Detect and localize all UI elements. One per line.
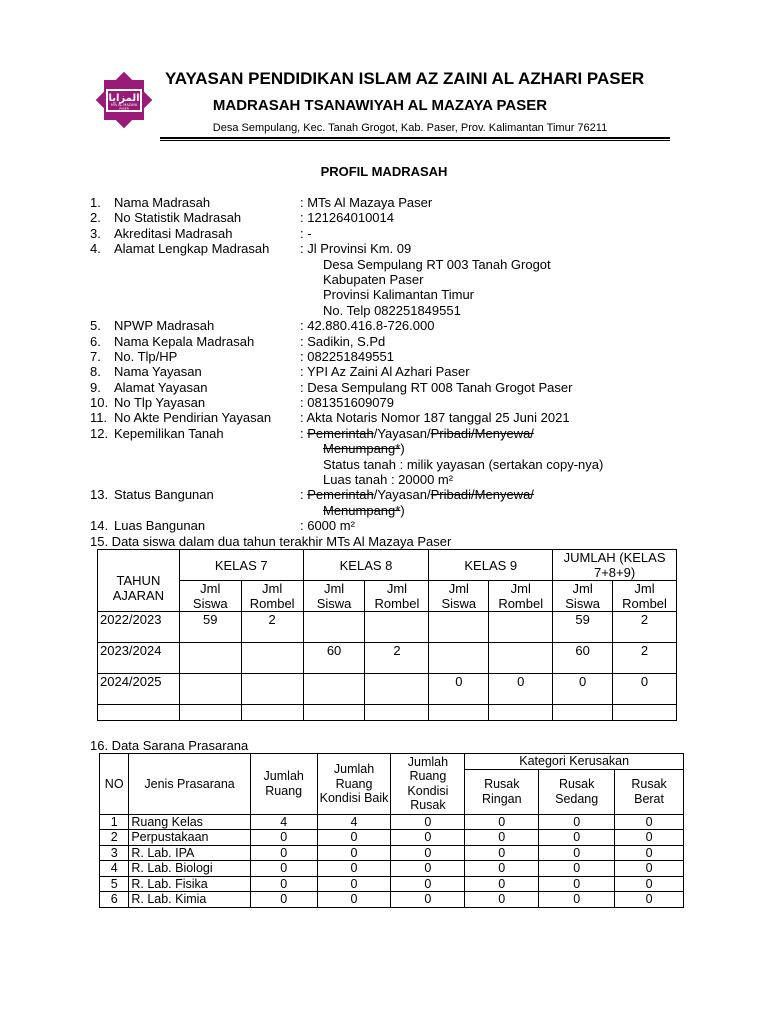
value-cell: 0 xyxy=(317,892,391,908)
table-row xyxy=(100,892,684,908)
data-cell xyxy=(429,643,489,674)
data-cell xyxy=(429,612,489,643)
facilities-table xyxy=(99,753,684,908)
profile-row: 4. Alamat Lengkap Madrasah : Jl Provinsi Km. 09 xyxy=(90,241,412,257)
name-cell: R. Lab. Kimia xyxy=(129,892,250,908)
logo-sub1: MTs AL MAZAYA xyxy=(110,103,138,107)
land-status: Status tanah : milik yayasan (sertakan copy-nya) xyxy=(323,456,604,472)
data-cell xyxy=(241,705,303,721)
value-cell: 4 xyxy=(250,814,317,830)
page-title: PROFIL MADRASAH xyxy=(320,164,448,179)
data-cell: 59 xyxy=(179,612,241,643)
profile-row-building-area: 14. Luas Bangunan : 6000 m² xyxy=(90,518,355,534)
students-heading: 15. Data siswa dalam dua tahun terakhir MTs Al Mazaya Paser xyxy=(90,533,452,549)
no-cell: 3 xyxy=(100,845,129,861)
profile-list: 1. Nama Madrasah : MTs Al Mazaya Paser 2. No Statistik Madrasah : 121264010014 3. Akreditasi Madrasah : - 4. Alamat Lengkap Madrasah : Jl Provinsi Km. 09 Desa Sempulang RT 003 Tanah Grogot Kabupaten Paser Provinsi Kalimantan Timur No. Telp 082251849551 5. NPWP Madrasah : 42.880.416.8-726.000 6. Nama Kepala Madrasah : Sadikin, S.Pd 7. No. Tlp/HP : 082251849551 8. Nama Yayasan : YPI Az Zaini Al Azhari Paser 9. Alamat Yayasan : Desa Sempulang RT 008 Tanah Grogot Paser 10. No Tlp Yayasan : 081351609079 11. No Akte Pendirian Yayasan : Akta Notaris Nomor 187 tanggal 25 Juni 2021 12. Kepemilikan Tanah : Pemerintah/Yayasan/Pribadi/Menyewa/ Menumpang*) Status tanah : milik yayasan (sertakan copy-nya) Luas tanah : 20000 m² 13. Status Bangunan : Pemerintah/Yayasan/Pribadi/Menyewa/ Menumpang*) 14. Luas Bangunan : 6000 m² 15. Data siswa dalam dua tahun terakhir MTs Al Mazaya Paser xyxy=(90,195,604,549)
group-header: JUMLAH (KELAS 7+8+9) xyxy=(553,550,677,581)
table-row xyxy=(98,643,677,674)
profile-row-continuation: Provinsi Kalimantan Timur xyxy=(323,287,474,303)
foundation-name: YAYASAN PENDIDIKAN ISLAM AZ ZAINI AL AZHARI PASER xyxy=(165,69,645,88)
value-cell: 0 xyxy=(539,830,615,846)
name-cell: Perpustakaan xyxy=(129,830,250,846)
profile-row: 6. Nama Kepala Madrasah : Sadikin, S.Pd xyxy=(90,333,386,349)
name-cell: R. Lab. Biologi xyxy=(129,861,250,877)
year-cell: 2024/2025 xyxy=(98,674,180,705)
profile-row: 2. No Statistik Madrasah : 121264010014 xyxy=(90,210,394,226)
value-cell: 0 xyxy=(317,845,391,861)
data-cell xyxy=(241,674,303,705)
sub-header: Jml Siswa xyxy=(179,581,241,612)
col-no-header: NO xyxy=(100,754,129,815)
profile-row: 7. No. Tlp/HP : 082251849551 xyxy=(90,348,394,364)
col-total-header: Jumlah Ruang xyxy=(250,754,317,815)
sub-header: Jml Rombel xyxy=(241,581,303,612)
value-cell: 0 xyxy=(615,861,684,877)
data-cell: 60 xyxy=(553,643,613,674)
value-cell: 0 xyxy=(615,892,684,908)
col-year-header: TAHUN AJARAN xyxy=(98,550,180,612)
value-cell: 0 xyxy=(465,830,539,846)
table-row xyxy=(98,612,677,643)
data-cell xyxy=(303,612,365,643)
value-cell: 0 xyxy=(250,876,317,892)
data-cell: 2 xyxy=(613,643,677,674)
value-cell: 0 xyxy=(465,892,539,908)
profile-row-continuation: No. Telp 082251849551 xyxy=(323,302,461,318)
profile-row: 5. NPWP Madrasah : 42.880.416.8-726.000 xyxy=(90,318,435,334)
profile-row-continuation: Desa Sempulang RT 003 Tanah Grogot xyxy=(323,256,551,272)
value-cell: 0 xyxy=(391,876,465,892)
profile-row: 8. Nama Yayasan : YPI Az Zaini Al Azhari Paser xyxy=(90,364,470,380)
value-cell: 0 xyxy=(539,892,615,908)
profile-row: 3. Akreditasi Madrasah : - xyxy=(90,225,312,241)
sub-header: Jml Rombel xyxy=(613,581,677,612)
data-cell xyxy=(179,643,241,674)
value-cell: 0 xyxy=(317,830,391,846)
data-cell: 0 xyxy=(553,674,613,705)
data-cell: 0 xyxy=(429,674,489,705)
value-cell: 0 xyxy=(391,830,465,846)
value-cell: 0 xyxy=(615,830,684,846)
school-logo xyxy=(92,68,156,132)
data-cell: 0 xyxy=(613,674,677,705)
data-cell: 60 xyxy=(303,643,365,674)
value-cell: 0 xyxy=(615,845,684,861)
data-cell xyxy=(489,705,553,721)
table-row xyxy=(100,830,684,846)
no-cell: 2 xyxy=(100,830,129,846)
data-cell xyxy=(489,612,553,643)
land-area: Luas tanah : 20000 m² xyxy=(323,472,454,488)
value-cell: 4 xyxy=(317,814,391,830)
year-cell: 2022/2023 xyxy=(98,612,180,643)
school-address: Desa Sempulang, Kec. Tanah Grogot, Kab. Paser, Prov. Kalimantan Timur 76211 xyxy=(212,122,608,134)
value-cell: 0 xyxy=(465,861,539,877)
value-cell: 0 xyxy=(539,876,615,892)
students-table xyxy=(97,549,677,721)
value-cell: 0 xyxy=(250,892,317,908)
sub-header: Jml Siswa xyxy=(553,581,613,612)
profile-row-continuation: Kabupaten Paser xyxy=(323,271,424,287)
value-cell: 0 xyxy=(465,845,539,861)
name-cell: R. Lab. Fisika xyxy=(129,876,250,892)
sub-header: Jml Siswa xyxy=(303,581,365,612)
value-cell: 0 xyxy=(391,892,465,908)
table-row xyxy=(100,845,684,861)
value-cell: 0 xyxy=(615,876,684,892)
value-cell: 0 xyxy=(250,861,317,877)
data-cell xyxy=(553,705,613,721)
data-cell xyxy=(613,705,677,721)
group-header: KELAS 8 xyxy=(303,550,429,581)
group-header: KELAS 7 xyxy=(179,550,303,581)
data-cell: 2 xyxy=(241,612,303,643)
no-cell: 4 xyxy=(100,861,129,877)
value-cell: 0 xyxy=(250,830,317,846)
data-cell xyxy=(303,705,365,721)
name-cell: R. Lab. IPA xyxy=(129,845,250,861)
group-header: KELAS 9 xyxy=(429,550,553,581)
col-heavy-header: Rusak Berat xyxy=(615,769,684,814)
col-bad-header: Jumlah Ruang Kondisi Rusak xyxy=(391,754,465,815)
data-cell xyxy=(365,705,429,721)
value-cell: 0 xyxy=(539,814,615,830)
col-name-header: Jenis Prasarana xyxy=(129,754,250,815)
value-cell: 0 xyxy=(391,814,465,830)
data-cell xyxy=(179,674,241,705)
value-cell: 0 xyxy=(615,814,684,830)
logo-sub2: PASER xyxy=(119,106,129,111)
col-medium-header: Rusak Sedang xyxy=(539,769,615,814)
table-row xyxy=(100,876,684,892)
sub-header: Jml Siswa xyxy=(429,581,489,612)
header-rule xyxy=(160,137,670,139)
name-cell: Ruang Kelas xyxy=(129,814,250,830)
table-row xyxy=(98,674,677,705)
value-cell: 0 xyxy=(317,876,391,892)
value-cell: 0 xyxy=(317,861,391,877)
value-cell: 0 xyxy=(465,876,539,892)
profile-row: 11. No Akte Pendirian Yayasan : Akta Notaris Nomor 187 tanggal 25 Juni 2021 xyxy=(90,410,570,426)
value-cell: 0 xyxy=(391,861,465,877)
no-cell: 6 xyxy=(100,892,129,908)
value-cell: 0 xyxy=(391,845,465,861)
data-cell xyxy=(303,674,365,705)
profile-row: 9. Alamat Yayasan : Desa Sempulang RT 008 Tanah Grogot Paser xyxy=(90,379,573,395)
damage-header: Kategori Kerusakan xyxy=(465,754,684,770)
data-cell: 59 xyxy=(553,612,613,643)
profile-row-ownership: 12. Kepemilikan Tanah : Pemerintah/Yayasan/Pribadi/Menyewa/ xyxy=(90,425,534,441)
data-cell xyxy=(365,612,429,643)
value-cell: 0 xyxy=(250,845,317,861)
value-cell: 0 xyxy=(539,845,615,861)
profile-row-building: 13. Status Bangunan : Pemerintah/Yayasan/Pribadi/Menyewa/ xyxy=(90,487,534,503)
facilities-heading: 16. Data Sarana Prasarana xyxy=(90,738,249,753)
profile-row: 10. No Tlp Yayasan : 081351609079 xyxy=(90,395,394,411)
no-cell: 1 xyxy=(100,814,129,830)
data-cell: 2 xyxy=(365,643,429,674)
col-light-header: Rusak Ringan xyxy=(465,769,539,814)
table-row xyxy=(98,705,677,721)
data-cell xyxy=(489,643,553,674)
profile-row: 1. Nama Madrasah : MTs Al Mazaya Paser xyxy=(90,195,433,210)
sub-header: Jml Rombel xyxy=(489,581,553,612)
sub-header: Jml Rombel xyxy=(365,581,429,612)
data-cell xyxy=(365,674,429,705)
data-cell xyxy=(429,705,489,721)
col-good-header: Jumlah Ruang Kondisi Baik xyxy=(317,754,391,815)
table-row xyxy=(100,861,684,877)
data-cell xyxy=(241,643,303,674)
data-cell: 0 xyxy=(489,674,553,705)
data-cell xyxy=(179,705,241,721)
header-rule-thin xyxy=(160,140,670,141)
no-cell: 5 xyxy=(100,876,129,892)
value-cell: 0 xyxy=(539,861,615,877)
school-name: MADRASAH TSANAWIYAH AL MAZAYA PASER xyxy=(212,97,548,114)
table-row xyxy=(100,814,684,830)
logo-text: المزايا xyxy=(108,93,140,104)
year-cell xyxy=(98,705,180,721)
year-cell: 2023/2024 xyxy=(98,643,180,674)
value-cell: 0 xyxy=(465,814,539,830)
data-cell: 2 xyxy=(613,612,677,643)
